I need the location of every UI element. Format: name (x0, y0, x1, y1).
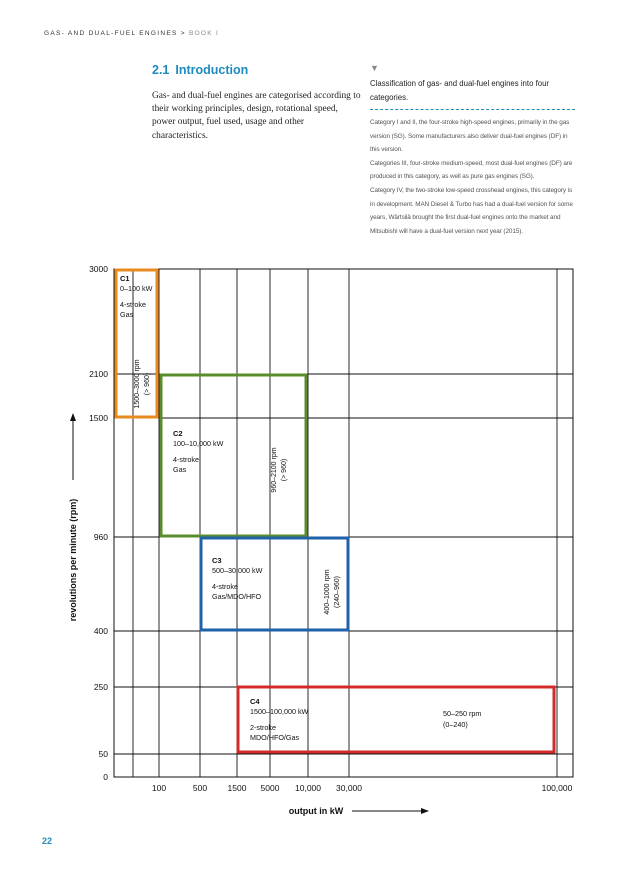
category-id-c1: C1 (120, 274, 130, 283)
category-stroke-c3: 4-stroke (212, 582, 238, 591)
category-rpm-sub-c4: (0–240) (443, 720, 468, 729)
category-stroke-c1: 4-stroke (120, 300, 146, 309)
x-tick-label-5: 30,000 (336, 783, 362, 793)
category-rpm-sub-c1: (> 960) (144, 372, 151, 396)
chart-frame (114, 269, 573, 777)
sidebar-paragraph-1: Category I and II, the four-stroke high-speed engines, primarily in the gas version (SG). Some manufacturers also deliver dual-fuel engines (DF) in this version. (370, 119, 570, 154)
category-fuel-c4: MDO/HFO/Gas (250, 733, 300, 742)
x-tick-label-0: 100 (151, 783, 167, 793)
category-fuel-c1: Gas (120, 310, 134, 319)
category-id-c4: C4 (250, 697, 260, 706)
category-boxes (116, 270, 554, 752)
category-rpm-sub-c3: (240–960) (334, 576, 341, 608)
x-tick-label-4: 10,000 (295, 783, 321, 793)
category-power-c2: 100–10,000 kW (173, 439, 224, 448)
x-tick-label-3: 5000 (260, 783, 280, 793)
x-axis-title: output in kW (288, 806, 344, 816)
x-tick-label-2: 1500 (227, 783, 247, 793)
category-id-c3: C3 (212, 556, 222, 565)
page-number: 22 (42, 836, 53, 846)
triangle-marker-icon: ▼ (370, 63, 379, 73)
header-book: BOOK I (188, 30, 220, 37)
axis-labels (68, 264, 573, 816)
chart-grid (114, 269, 573, 777)
category-id-c2: C2 (173, 429, 183, 438)
x-tick-label-1: 500 (192, 783, 208, 793)
category-rpm-c2: 960–2100 rpm (271, 447, 278, 493)
category-power-c3: 500–30,000 kW (212, 566, 263, 575)
category-fuel-c3: Gas/MDO/HFO (212, 592, 262, 601)
category-box-c4 (238, 687, 554, 752)
category-rpm-c1: 1500–3000 rpm (134, 359, 141, 409)
y-tick-label-0: 0 (103, 772, 108, 782)
category-rpm-c3: 400–1000 rpm (324, 569, 331, 615)
sidebar-paragraph-2: Categories III, four-stroke medium-speed, most dual-fuel engines (DF) are produced in this category, as well as pure gas engines (SG). (370, 159, 573, 181)
section-number: 2.1 (152, 63, 170, 77)
header-section: GAS- AND DUAL-FUEL ENGINES (44, 30, 178, 37)
category-rpm-c4: 50–250 rpm (443, 709, 482, 718)
y-tick-label-1: 50 (98, 749, 108, 759)
y-tick-label-6: 2100 (89, 369, 108, 379)
y-tick-label-4: 960 (93, 532, 108, 542)
category-stroke-c2: 4-stroke (173, 455, 199, 464)
category-rpm-sub-c2: (> 960) (281, 458, 288, 482)
y-axis-title: revolutions per minute (rpm) (68, 498, 78, 622)
sidebar-paragraph-3: Category IV, the two-stroke low-speed crosshead engines, this category is in development. MAN Diesel & Turbo has had a dual-fuel version for some years, Wärtsilä brought the first dual-fuel engines onto the market and Mitsubishi will have a dual-fuel version next year (2015). (370, 186, 573, 235)
header-separator: > (180, 30, 186, 37)
category-stroke-c4: 2-stroke (250, 723, 276, 732)
y-tick-label-5: 1500 (89, 413, 108, 423)
x-tick-label-6: 100,000 (541, 783, 573, 793)
category-power-c1: 0–100 kW (120, 284, 153, 293)
category-power-c4: 1500–100,000 kW (250, 707, 309, 716)
y-tick-label-2: 250 (93, 682, 108, 692)
y-tick-label-7: 3000 (89, 264, 108, 274)
sidebar-heading: Classification of gas- and dual-fuel engines into four categories. (370, 79, 550, 102)
y-tick-label-3: 400 (93, 626, 108, 636)
category-fuel-c2: Gas (173, 465, 187, 474)
section-title-text: Introduction (175, 63, 249, 77)
intro-paragraph: Gas- and dual-fuel engines are categorised according to their working principles, design, rotational speed, power output, fuel used, usage and other characteristics. (152, 91, 361, 141)
